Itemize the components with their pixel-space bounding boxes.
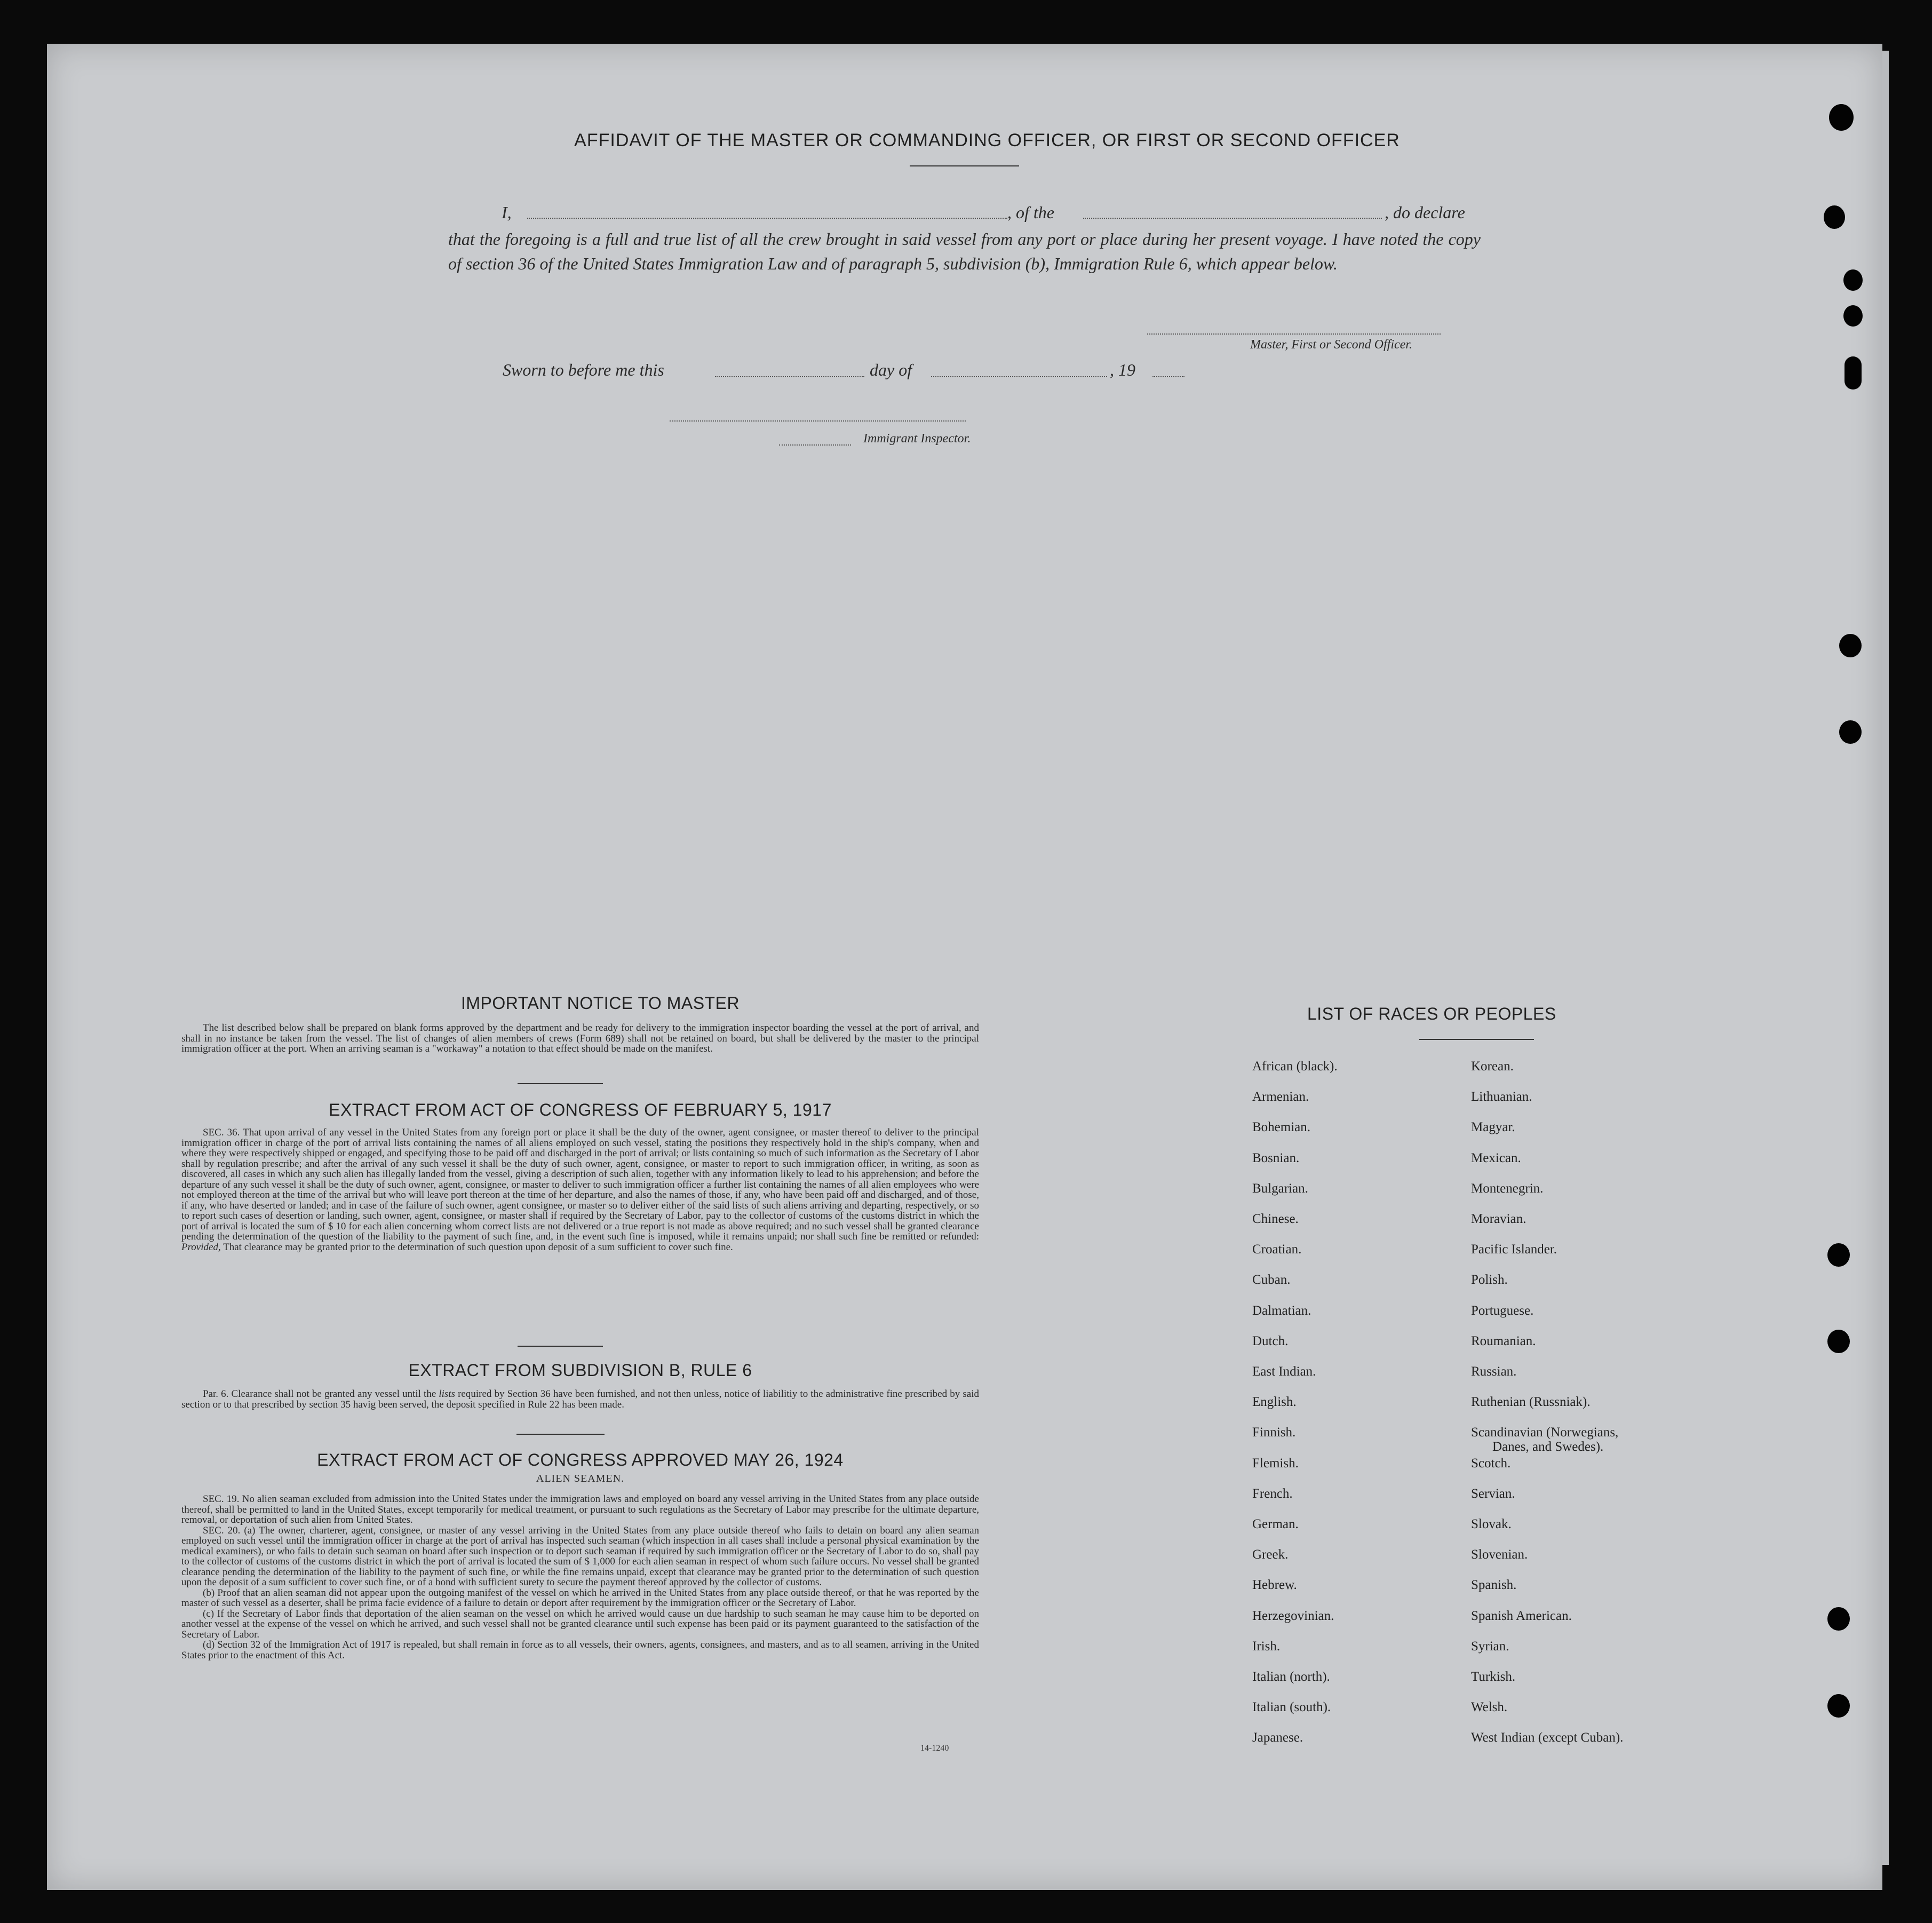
race-item: Finnish. [1252,1425,1296,1440]
notice-paragraph: The list described below shall be prepared on blank forms approved by the department and be ready for delivery to the immigration inspector boarding the vessel at the port of arrival, and shall in no instance be taken from the vessel. The list of changes of alien members of crews (Form 689) shall not be retained on board, but shall be delivered by the master to the principal immigration officer at the port. When an arriving seaman is a "workaway" a notation to that effect should be made on the manifest. [181,1022,979,1054]
race-item: Turkish. [1471,1670,1516,1684]
section-rule [518,1083,603,1084]
race-item: Slovak. [1471,1517,1512,1531]
race-item: Moravian. [1471,1212,1526,1226]
sworn-day-blank[interactable] [715,376,864,377]
race-item: Montenegrin. [1471,1181,1544,1196]
sworn-day-of-label: day of [870,360,912,379]
race-item: Hebrew. [1252,1578,1297,1593]
race-item: French. [1252,1486,1293,1501]
extract-1917-title: EXTRACT FROM ACT OF CONGRESS OF FEBRUARY 5, 1917 [329,1100,832,1119]
inspector-label: Immigrant Inspector. [863,432,971,446]
race-item: Pacific Islander. [1471,1242,1557,1257]
proviso-word: Provided, [181,1241,221,1253]
race-item: Dalmatian. [1252,1303,1311,1318]
race-item: Croatian. [1252,1242,1302,1257]
race-item: Russian. [1471,1364,1517,1379]
punch-hole [1839,634,1862,657]
race-item: Scandinavian (Norwegians, [1471,1425,1619,1440]
race-item: Welsh. [1471,1700,1508,1715]
race-item: Korean. [1471,1059,1514,1074]
race-item: Polish. [1471,1273,1508,1288]
extract-1924-subtitle: ALIEN SEAMEN. [536,1473,625,1484]
rule6-text [181,1389,979,1410]
race-item: Italian (south). [1252,1700,1331,1715]
rule6-title: EXTRACT FROM SUBDIVISION B, RULE 6 [408,1361,752,1380]
race-item: Herzegovinian. [1252,1608,1334,1623]
proviso-rest: That clearance may be granted prior to the determination of such question upon deposit of a sum sufficient to cover such fine. [223,1241,733,1253]
race-item: Japanese. [1252,1730,1303,1745]
rule6-text-a: Par. 6. Clearance shall not be granted any vessel until the [203,1388,436,1400]
punch-hole [1829,104,1854,131]
race-item: Bulgarian. [1252,1181,1308,1196]
name-blank[interactable] [527,218,1007,219]
race-item: Lithuanian. [1471,1090,1532,1104]
punch-hole [1827,1607,1850,1631]
extract-1924-title: EXTRACT FROM ACT OF CONGRESS APPROVED MAY 26, 1924 [317,1450,844,1469]
race-item: Portuguese. [1471,1303,1534,1318]
race-item: Chinese. [1252,1212,1299,1226]
sworn-label: Sworn to before me this [503,360,664,379]
section-rule [518,1346,603,1347]
race-item: Greek. [1252,1547,1289,1562]
punch-hole [1844,356,1862,390]
punch-hole [1827,1330,1850,1353]
race-item: Roumanian. [1471,1333,1536,1348]
master-signature-line[interactable] [1147,333,1441,335]
inspector-signature-line[interactable] [670,420,966,422]
race-item: Italian (north). [1252,1670,1330,1684]
sec19-text: SEC. 19. No alien seaman excluded from admission into the United States under the immigration laws and employed on board any vessel arriving in the United States from any place outside thereof, shall be permitted to land in the United States, except temporarily for medical treatment, or pursuant to such regulations as the Secretary of Labor may prescribe for the ultimate departure, removal, or deportation of such alien from United States. [181,1493,979,1525]
notice-text [181,1023,979,1054]
sec36-text: SEC. 36. That upon arrival of any vessel in the United States from any foreign port or place it shall be the duty of the owner, agent consignee, or master thereof to deliver to the principal immigration officer in charge of the port of arrival lists containing the names of all aliens employed on such vessel, stating the positions they respectively hold in the ship's company, when and where they were respectively shipped or engaged, and specifying those to be paid off and discharged in the port of arrival; or lists containing so much of such information as the Secretary of Labor shall by regulation prescribe; and after the arrival of any such vessel it shall be the duty of such owner, agent, consignee, or master to report to such immigration officer, in writing, as soon as discovered, all cases in which any such alien has illegally landed from the vessel, giving a description of such alien, together with any information likely to lead to his apprehension; and before the departure of any such vessel it shall be the duty of such owner, agent, consignee, or master to deliver to such immigration officer a further list containing the names of all alien employees who were not employed thereon at the time of the arrival but who will leave port thereon at the time of her departure, and also the names of those, if any, who have been paid off and discharged, and of those, if any, who have deserted or landed; and in case of the failure of such owner, agent consignee, or master so to deliver either of the said lists of such aliens arriving and departing, respectively, or so to report such cases of desertion or landing, such owner, agent, consignee, or master shall if required by the Secretary of Labor, pay to the collector of customs of the customs district in which the port of arrival is located the sum of $ 10 for each alien concerning whom correct lists are not delivered or a true report is not made as above required; and no such vessel shall be granted clearance pending the determination of the question of the liability to the payment of such fine, and, in the event such fine is imposed, while it remains unpaid; nor shall such fine be remitted or refunded: [181,1127,979,1242]
race-item: Magyar. [1471,1120,1515,1135]
punch-hole [1843,269,1863,291]
race-item: Irish. [1252,1639,1281,1654]
sec20c-text: (c) If the Secretary of Labor finds that deportation of the alien seaman on the vessel on which he arrived would cause un due hardship to such seaman he may cause him to be deported on another vessel at the expense of the vessel on which he arrived, and such vessel shall not be granted clearance until such expense has been paid or its payment guaranteed to the satisfaction of the Secretary of Labor. [181,1608,979,1640]
punch-hole [1824,205,1845,229]
sec20a-text: SEC. 20. (a) The owner, charterer, agent, consignee, or master of any vessel arriving in the United States from any place outside thereof who fails to detain on board any alien seaman employed on such vessel until the immigration officer in charge at the port of arrival has inspected such seaman (which inspection in all cases shall include a personal physical examination by the medical examiners), or who fails to detain such seaman on board after such inspection or to deport such seaman if required by such immigration officer or the Secretary of Labor to do so, shall pay to the collector of customs of the customs district in which the port of arrival is located the sum of $ 1,000 for each alien seaman in respect of whom such failure occurs. No vessel shall be granted clearance pending the determination of the liability to the payment of such fine, or while the fine remains unpaid, except that clearance may be granted prior to the determination of such question upon the deposit of a sum sufficient to cover such fine, or of a bond with sufficient surety to secure the payment thereof approved by the collector of customs. [181,1524,979,1588]
affidavit-title: AFFIDAVIT OF THE MASTER OR COMMANDING OFFICER, OR FIRST OR SECOND OFFICER [574,130,1400,150]
race-item: Servian. [1471,1486,1515,1501]
punch-hole [1843,305,1863,327]
sec20b-text: (b) Proof that an alien seaman did not appear upon the outgoing manifest of the vessel on which he arrived in the United States from any place outside thereof, or that he was reported by the master of such vessel as a deserter, shall be prima facie evidence of a failure to detain or deport after requirement by the immigration officer or the Secretary of Labor. [181,1587,979,1609]
race-item: Cuban. [1252,1273,1291,1288]
vessel-blank[interactable] [1083,218,1382,219]
race-item: Spanish. [1471,1578,1517,1593]
notice-title: IMPORTANT NOTICE TO MASTER [460,994,740,1013]
race-item: Spanish American. [1471,1608,1572,1623]
sworn-month-blank[interactable] [931,376,1107,377]
sec20d-text: (d) Section 32 of the Immigration Act of 1917 is repealed, but shall remain in force as to all vessels, their owners, agents, consignees, and masters, and as to all seamen, arriving in the United States prior to the enactment of this Act. [181,1639,979,1661]
race-item: Scotch. [1471,1456,1511,1471]
affidavit-paragraph: that the foregoing is a full and true list of all the crew brought in said vessel from any port or place during her present voyage. I have noted the copy of section 36 of the United States Immigration Law and of paragraph 5, subdivision (b), Immigration Rule 6, which appear below. [448,229,1481,273]
sheet-edge [1882,51,1889,1865]
title-rule [910,165,1019,166]
section-rule [516,1434,605,1435]
sworn-year-blank[interactable] [1152,376,1184,377]
race-item: West Indian (except Cuban). [1471,1730,1624,1745]
form-number: 14-1240 [920,1744,949,1753]
race-item: Danes, and Swedes). [1492,1440,1604,1455]
rule6-text-b: required by Section 36 have been furnished, and not then unless, notice of liabilitiy to the administrative fine prescribed by said section or to that prescribed by section 35 havig been served, the deposit specified in Rule 22 has been made. [181,1388,979,1410]
affidavit-declare-label: , do declare [1385,203,1465,222]
race-item: Syrian. [1471,1639,1509,1654]
race-item: Dutch. [1252,1333,1289,1348]
race-item: Slovenian. [1471,1547,1528,1562]
races-title-rule [1419,1039,1534,1040]
inspector-name-line[interactable] [779,444,851,446]
affidavit-i-label: I, [502,203,512,222]
extract-1917-text [181,1127,979,1252]
race-item: East Indian. [1252,1364,1316,1379]
race-item: Mexican. [1471,1150,1521,1165]
punch-hole [1839,720,1862,744]
race-item: Bohemian. [1252,1120,1311,1135]
race-item: Armenian. [1252,1090,1309,1104]
punch-hole [1827,1694,1850,1718]
race-item: German. [1252,1517,1299,1531]
races-title: LIST OF RACES OR PEOPLES [1307,1004,1556,1023]
rule6-lists-word: lists [439,1388,455,1400]
race-item: Bosnian. [1252,1150,1300,1165]
sworn-year-label: , 19 [1110,360,1135,379]
race-item: English. [1252,1395,1297,1410]
affidavit-of-the-label: , of the [1007,203,1054,222]
punch-hole [1827,1243,1850,1267]
master-signature-label: Master, First or Second Officer. [1250,338,1412,352]
race-item: Ruthenian (Russniak). [1471,1395,1591,1410]
race-item: African (black). [1252,1059,1338,1074]
extract-1924-text [181,1494,979,1660]
race-item: Flemish. [1252,1456,1299,1471]
